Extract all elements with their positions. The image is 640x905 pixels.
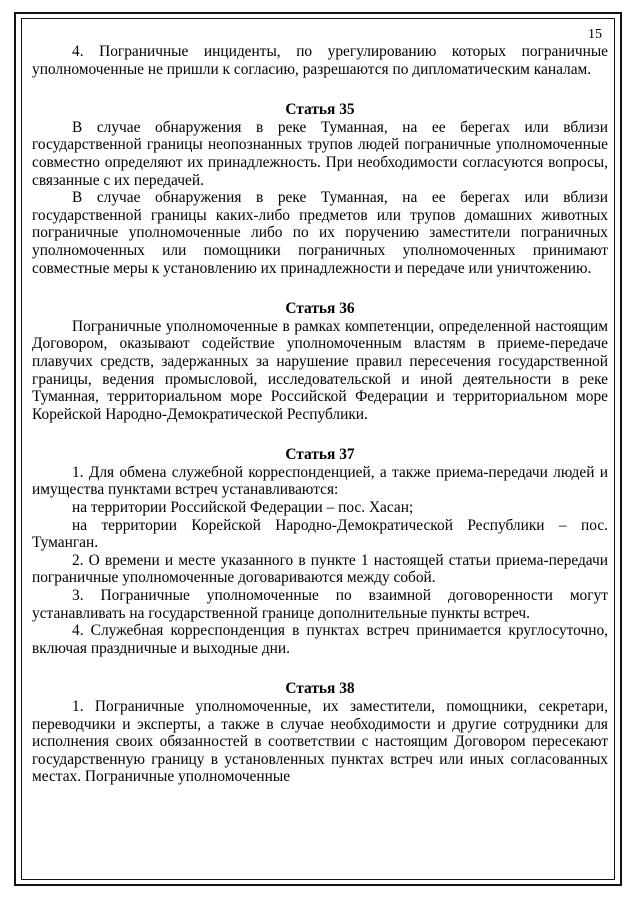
paragraph-art34-4: 4. Пограничные инциденты, по урегулированию которых пограничные уполномоченные не пришли к согласию, разрешаются по дипломатическим каналам.	[32, 43, 608, 78]
paragraph-art38-1: 1. Пограничные уполномоченные, их заместители, помощники, секретари, переводчики и эксперты, а также в случае необходимости и другие сотрудники для исполнения своих обязанностей в соответствии с настоящим Договором пересекают государственную границу в установленных пунктах встреч или иных согласованных местах. Пограничные уполномоченные	[32, 698, 608, 786]
article-heading-37: Статья 37	[285, 446, 355, 464]
paragraph-art37-3: 3. Пограничные уполномоченные по взаимной договоренности могут устанавливать на государственной границе дополнительные пункты встреч.	[32, 587, 608, 622]
paragraph-art37-4: 4. Служебная корреспонденция в пунктах встреч принимается круглосуточно, включая праздничные и выходные дни.	[32, 622, 608, 657]
article-heading-35: Статья 35	[285, 101, 355, 119]
paragraph-art35-2: В случае обнаружения в реке Туманная, на ее берегах или вблизи государственной границы каких-либо предметов или трупов домашних животных пограничные уполномоченные либо по их поручению заместители пограничных уполномоченных или помощники пограничных уполномоченных принимают совместные меры к установлению их принадлежности и передаче или уничтожению.	[32, 189, 608, 277]
paragraph-art37-1b: на территории Корейской Народно-Демократической Республики – пос. Туманган.	[32, 516, 608, 552]
paragraph-art35-1: В случае обнаружения в реке Туманная, на ее берегах или вблизи государственной границы неопознанных трупов людей пограничные уполномоченные совместно определяют их принадлежность. При необходимости согласуются вопросы, связанные с их передачей.	[32, 118, 608, 189]
article-heading-38: Статья 38	[285, 680, 355, 698]
paragraph-art37-2: 2. О времени и месте указанного в пункте 1 настоящей статьи приема-передачи пограничные уполномоченные договариваются между собой.	[32, 551, 608, 587]
document-page	[32, 26, 608, 786]
paragraph-art37-1a: на территории Российской Федерации – пос. Хасан;	[72, 499, 414, 517]
paragraph-art37-1: 1. Для обмена служебной корреспонденцией, а также приема-передачи людей и имущества пунктами встреч устанавливаются:	[32, 463, 608, 499]
page-number: 15	[588, 27, 602, 42]
article-heading-36: Статья 36	[285, 300, 355, 318]
paragraph-art36-1: Пограничные уполномоченные в рамках компетенции, определенной настоящим Договором, оказывают содействие уполномоченным властям в приеме-передаче плавучих средств, задержанных за нарушение правил пересечения государственной границы, ведения промысловой, исследовательской и иной деятельности в реке Туманная, территориальном море Российской Федерации и территориальном море Корейской Народно-Демократической Республики.	[32, 317, 608, 423]
